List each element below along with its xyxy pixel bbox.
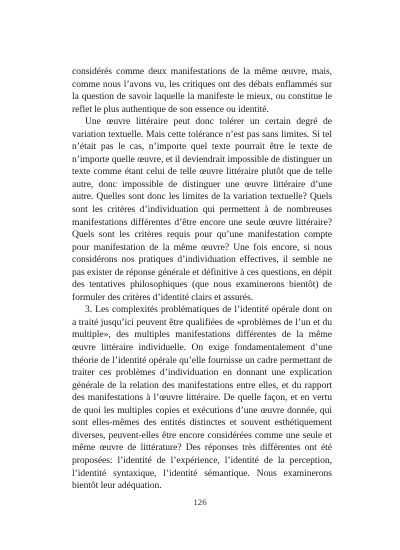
paragraph-section-3: 3. Les complexités problématiques de l’identité opérale dont on a traité jusqu’ici peuvent être qualifiées de «problèmes de l’un et du multiple», des multiples manifestations différentes de la même œuvre littéraire individuelle. On exige fondamentalement d’une théorie de l’identité opérale qu’elle fournisse un cadre permettant de traiter ces problèmes d’individuation en donnant une explication générale de la relation des manifestations entre elles, et du rapport des manifestations à l’œuvre littéraire. De quelle façon, et en vertu de quoi les multiples copies et exécutions d’une œuvre donnée, qui sont elles-mêmes des entités distinctes et souvent esthétiquement diverses, peuvent-elles être encore considérées comme une seule et même œuvre de littérature? Des réponses très différentes ont été proposées: l’identité de l’expérience, l’identité de la perception, l’identité syntaxique, l’identité sémantique. Nous examinerons bientôt leur adéquation. <box>72 304 332 492</box>
page-number: 126 <box>193 497 207 507</box>
paragraph-continuation: considérés comme deux manifestations de la même œuvre, mais, comme nous l’avons vu, les critiques ont des débats enflammés sur la question de savoir laquelle la manifeste le mieux, ou constitue le reflet le plus authentique de son essence ou identité. <box>72 66 332 115</box>
page-body <box>72 66 332 493</box>
paragraph-textual-variation: Une œuvre littéraire peut donc tolérer un certain degré de variation textuelle. Mais cette tolérance n’est pas sans limites. Si tel n’était pas le cas, n’importe quel texte pourrait être le texte de n’importe quelle œuvre, et il deviendrait impossible de distinguer un texte comme étant celui de telle œuvre littéraire plutôt que de telle autre, donc impossible de distinguer une œuvre littéraire d’une autre. Quelles sont donc les limites de la variation textuelle? Quels sont les critères d’individuation qui permettent à de nombreuses manifestations différentes d’être encore une seule œuvre littéraire? Quels sont les critères requis pour qu’une manifestation compte pour manifestation de la même œuvre? Une fois encore, si nous considérons nos pratiques d’individuation effectives, il semble ne pas exister de réponse générale et définitive à ces questions, en dépit des tentatives philosophiques (que nous examinerons bientôt) de formuler des critères d’identité clairs et assurés. <box>72 116 332 303</box>
